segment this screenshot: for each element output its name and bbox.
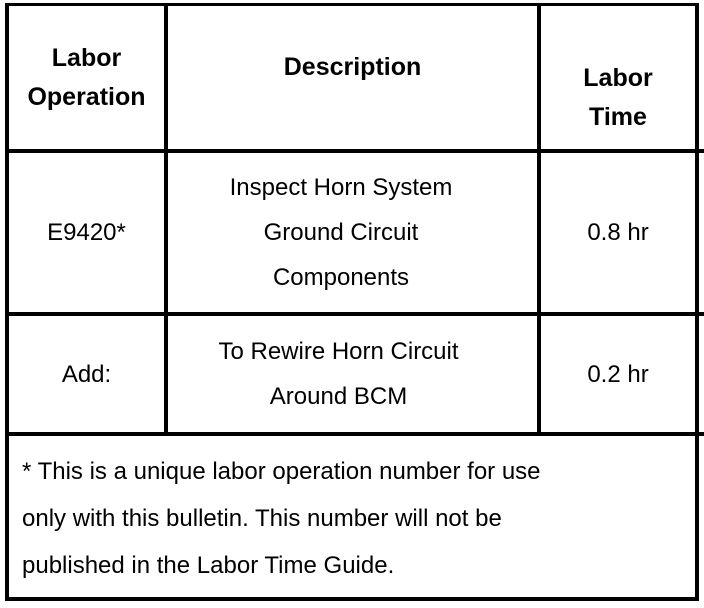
row2-time [541, 316, 695, 432]
row1-description-line2: Ground Circuit [263, 219, 419, 246]
footnote-divider [5, 432, 704, 436]
row2-operation-code: Add: [61, 360, 112, 388]
row1-operation [9, 153, 164, 312]
header-description [168, 6, 537, 128]
row1-description [168, 153, 514, 312]
header-description-label: Description [283, 52, 422, 81]
footnote-line2: only with this bulletin. This number will not be [22, 505, 502, 532]
row2-time-value: 0.2 hr [587, 360, 649, 388]
footnote [22, 448, 682, 589]
row2-description-line2: Around BCM [269, 383, 408, 410]
row2-description [168, 316, 509, 432]
row2-operation [9, 316, 164, 432]
footnote-line3: published in the Labor Time Guide. [22, 552, 395, 579]
row2-description-line1: To Rewire Horn Circuit [218, 338, 459, 365]
footnote-line1: * This is a unique labor operation number for use [22, 458, 541, 485]
row1-description-line1: Inspect Horn System [229, 174, 453, 201]
header-labor-operation [9, 6, 164, 149]
row1-time-value: 0.8 hr [587, 219, 649, 246]
header-labor-time [541, 40, 695, 155]
header-labor-operation-line1: Labor [51, 43, 122, 72]
header-labor-operation-line2: Operation [27, 82, 146, 111]
table-border-bottom [5, 597, 699, 601]
header-labor-time-line1: Labor [583, 63, 653, 92]
row1-description-line3: Components [272, 264, 410, 291]
header-labor-time-line2: Time [589, 102, 647, 131]
table-border-right [695, 3, 699, 601]
row1-operation-code: E9420* [47, 219, 126, 246]
row1-time [541, 153, 695, 312]
